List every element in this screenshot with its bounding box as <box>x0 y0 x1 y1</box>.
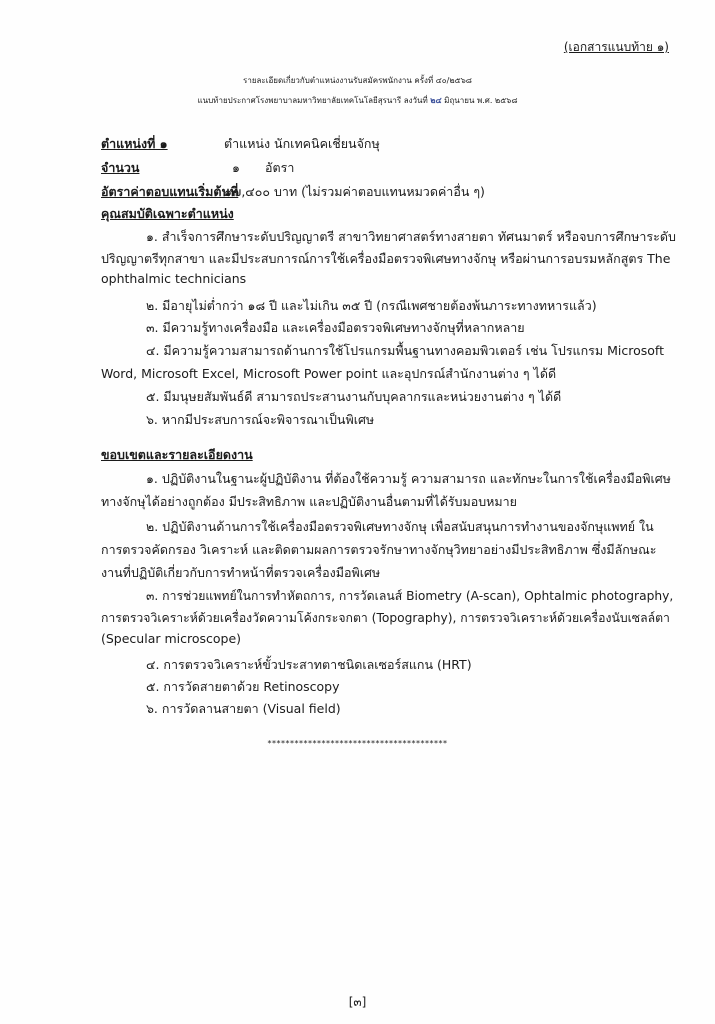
qualification-line: ๑. สำเร็จการศึกษาระดับปริญญาตรี สาขาวิทยาศาสตร์ทางสายตา ทัศนมาตร์ หรือจบการศึกษาระดับ <box>146 229 676 244</box>
qualification-line: ๔. มีความรู้ความสามารถด้านการใช้โปรแกรมพื้นฐานทางคอมพิวเตอร์ เช่น โปรแกรม Microsoft <box>146 343 664 358</box>
qualification-line: ophthalmic technicians <box>101 271 247 286</box>
document-title-line2 <box>0 94 715 107</box>
scope-line: การตรวจวิเคราะห์ด้วยเครื่องวัดความโค้งกระจกตา (Topography), การตรวจวิเคราะห์ด้วยเครื่องนับเซลล์ตา <box>101 611 670 625</box>
scope-line: การตรวจคัดกรอง วิเคราะห์ และติดตามผลการตรวจรักษาทางจักษุวิทยาอย่างมีประสิทธิภาพ ซึ่งมีลักษณะ <box>101 542 657 557</box>
qualification-line: ๕. มีมนุษยสัมพันธ์ดี สามารถประสานงานกับบุคลากรและหน่วยงานต่าง ๆ ได้ดี <box>146 389 562 404</box>
scope-heading: ขอบเขตและรายละเอียดงาน <box>101 447 253 462</box>
qualification-line: ๖. หากมีประสบการณ์จะพิจารณาเป็นพิเศษ <box>146 412 375 427</box>
qualification-line: ๒. มีอายุไม่ต่ำกว่า ๑๘ ปี และไม่เกิน ๓๕ ปี (กรณีเพศชายต้องพ้นภาระทางทหารแล้ว) <box>146 298 597 313</box>
salary-value: ๑๗,๔๐๐ บาท (ไม่รวมค่าตอบแทนหมวดค่าอื่น ๆ) <box>224 184 485 199</box>
annex-label: (เอกสารแนบท้าย ๑) <box>563 40 669 54</box>
page-number: [๓] <box>348 995 367 1009</box>
position-label: ตำแหน่งที่ ๑ <box>101 136 168 151</box>
title-line2-day: ๒๔ <box>430 96 442 105</box>
position-value: ตำแหน่ง นักเทคนิคเชี่ยนจักษุ <box>224 136 380 151</box>
separator-line: **************************************** <box>267 739 448 748</box>
title-line2-prefix: แนบท้ายประกาศโรงพยาบาลมหาวิทยาลัยเทคโนโลยีสุรนารี ลงวันที่ <box>197 96 428 105</box>
scope-line: ๓. การช่วยแพทย์ในการทำหัตถการ, การวัดเลนส์ Biometry (A-scan), Ophtalmic photography, <box>146 589 674 603</box>
scope-line: ๕. การวัดสายตาด้วย Retinoscopy <box>146 679 340 694</box>
qualification-line: Word, Microsoft Excel, Microsoft Power point และอุปกรณ์สำนักงานต่าง ๆ ได้ดี <box>101 366 557 381</box>
qualification-line: ๓. มีความรู้ทางเครื่องมือ และเครื่องมือตรวจพิเศษทางจักษุที่หลากหลาย <box>146 320 525 335</box>
scope-line: ทางจักษุได้อย่างถูกต้อง มีประสิทธิภาพ และปฏิบัติงานอื่นตามที่ได้รับมอบหมาย <box>101 494 517 509</box>
title-line2-suffix: มิถุนายน พ.ศ. ๒๕๖๘ <box>444 96 518 105</box>
salary-label: อัตราค่าตอบแทนเริ่มต้นที่ <box>101 184 239 199</box>
scope-line: ๖. การวัดลานสายตา (Visual field) <box>146 701 341 716</box>
quantity-unit: อัตรา <box>265 160 295 175</box>
scope-line: ๒. ปฏิบัติงานด้านการใช้เครื่องมือตรวจพิเศษทางจักษุ เพื่อสนับสนุนการทำงานของจักษุแพทย์ ใน <box>146 519 654 534</box>
scope-line: (Specular microscope) <box>101 631 242 646</box>
quantity-number: ๑ <box>232 160 240 175</box>
quantity-label: จำนวน <box>101 160 140 175</box>
qualifications-heading: คุณสมบัติเฉพาะตำแหน่ง <box>101 206 234 221</box>
scope-line: ๑. ปฏิบัติงานในฐานะผู้ปฏิบัติงาน ที่ต้องใช้ความรู้ ความสามารถ และทักษะในการใช้เครื่องมือพิเศษ <box>146 471 671 486</box>
document-title-line1: รายละเอียดเกี่ยวกับตำแหน่งงานรับสมัครพนักงาน ครั้งที่ ๔๐/๒๕๖๘ <box>243 76 472 85</box>
scope-line: งานที่ปฏิบัติเกี่ยวกับการทำหน้าที่ตรวจเครื่องมือพิเศษ <box>101 565 381 580</box>
scope-line: ๔. การตรวจวิเคราะห์ขั้วประสาทตาชนิดเลเซอร์สแกน (HRT) <box>146 657 472 672</box>
qualification-line: ปริญญาตรีทุกสาขา และมีประสบการณ์การใช้เครื่องมือตรวจพิเศษทางจักษุ หรือผ่านการอบรมหลักสูตร The <box>101 251 671 266</box>
